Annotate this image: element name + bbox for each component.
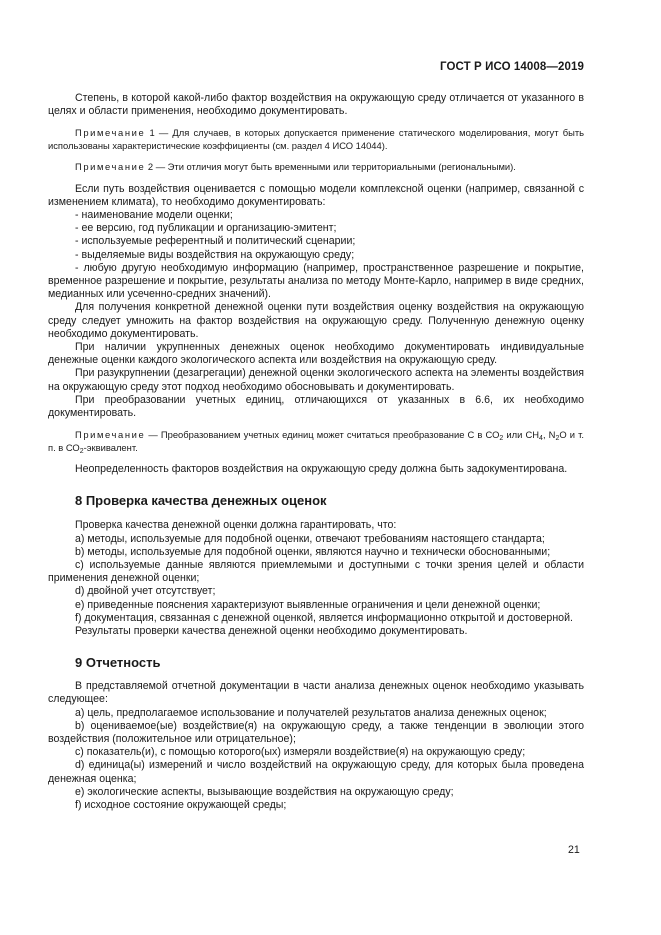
note-text: -эквивалент. xyxy=(83,441,138,453)
note-text: , N xyxy=(542,429,556,441)
note xyxy=(48,127,584,152)
list-item: b) методы, используемые для подобной оценки, являются научно и технически обоснованными; xyxy=(75,545,551,558)
list-item: f) документация, связанная с денежной оценкой, является информационно открытой и достоверной. xyxy=(75,611,573,624)
paragraph: Если путь воздействия оценивается с помощью модели комплексной оценки (например, связанной с изменением климата), то необходимо документировать: xyxy=(48,182,584,208)
note xyxy=(48,429,584,454)
list-item: f) исходное состояние окружающей среды; xyxy=(75,798,287,811)
note-text: или СН xyxy=(503,429,540,441)
section-heading: 9 Отчетность xyxy=(75,655,161,671)
list-item: c) показатель(и), с помощью которого(ых) измеряли воздействие(я) на окружающую среду; xyxy=(75,746,526,759)
note xyxy=(48,161,584,173)
paragraph: При преобразовании учетных единиц, отличающихся от указанных в 6.6, их необходимо документировать. xyxy=(48,393,584,420)
subscript: 4 xyxy=(539,435,543,443)
note-text: 2 — Эти отличия могут быть временными или территориальными (региональными). xyxy=(145,161,516,173)
standard-header: ГОСТ Р ИСО 14008—2019 xyxy=(439,61,584,73)
note-text: — Преобразованием учетных единиц может считаться преобразование С в СО xyxy=(145,429,500,441)
list-item: c) используемые данные являются приемлемыми и доступными с точки зрения целей и области применения денежной оценки; xyxy=(48,558,584,585)
note-label: Примечание xyxy=(75,127,146,139)
section-heading: 8 Проверка качества денежных оценок xyxy=(75,493,327,509)
subscript: 2 xyxy=(79,447,84,455)
list-item: a) цель, предполагаемое использование и получателей результатов анализа денежных оценок; xyxy=(75,706,547,719)
list-item: - ее версию, год публикации и организацию-эмитент; xyxy=(75,222,337,235)
paragraph: При наличии укрупненных денежных оценок необходимо документировать индивидуальные денежные оценки каждого экологического аспекта или воздействия на окружающую среду. xyxy=(48,341,584,367)
page-body xyxy=(48,92,584,812)
note-text: 1 — Для случаев, в которых допускается применение статического моделирования, могут быть использованы характеристические коэффициенты (см. раздел 4 ИСО 14044). xyxy=(48,127,584,151)
subscript: 2 xyxy=(555,435,560,443)
list-item: d) единица(ы) измерений и число воздействий на окружающую среду, для которых была проведена денежная оценка; xyxy=(48,759,584,785)
list-item: - наименование модели оценки; xyxy=(75,209,233,222)
list-item: e) экологические аспекты, вызывающие воздействия на окружающую среду; xyxy=(75,785,454,798)
paragraph: При разукрупнении (дезагрегации) денежной оценки экологического аспекта на элементы воздействия на окружающую среду этот подход необходимо обосновывать и документировать. xyxy=(48,367,584,393)
list-item: a) методы, используемые для подобной оценки, отвечают требованиям настоящего стандарта; xyxy=(75,532,545,545)
list-item: - выделяемые виды воздействия на окружающую среду; xyxy=(75,248,355,261)
list-item: d) двойной учет отсутствует; xyxy=(75,585,216,598)
page-number: 21 xyxy=(568,844,580,856)
paragraph: В представляемой отчетной документации в части анализа денежных оценок необходимо указывать следующее: xyxy=(48,680,584,706)
note-label: Примечание xyxy=(75,429,146,441)
note-label: Примечание xyxy=(75,161,146,173)
paragraph: Проверка качества денежной оценки должна гарантировать, что: xyxy=(75,519,397,532)
list-item: - используемые референтный и политический сценарии; xyxy=(75,235,356,248)
paragraph: Степень, в которой какой-либо фактор воздействия на окружающую среду отличается от указанного в целях и области применения, необходимо документировать. xyxy=(48,92,584,118)
paragraph: Для получения конкретной денежной оценки пути воздействия оценку воздействия на окружающую среду следует умножить на фактор воздействия на окружающую среду. Полученную денежную оценку необходимо документировать. xyxy=(48,301,584,340)
subscript: 2 xyxy=(499,435,504,443)
list-item: - любую другую необходимую информацию (например, пространственное разрешение и покрытие, временное разрешение и покрытие, результаты анализа по методу Монте-Карло, например в виде средних, медианных или усеченно-средних значений). xyxy=(48,261,584,301)
paragraph: Неопределенность факторов воздействия на окружающую среду должна быть задокументирована. xyxy=(75,463,568,476)
list-item: b) оцениваемое(ые) воздействие(я) на окружающую среду, а также тенденции в эволюции этого воздействия (положительное или отрицательное); xyxy=(48,719,584,745)
note-text: O и т. п. в СО xyxy=(48,429,584,453)
paragraph: Результаты проверки качества денежной оценки необходимо документировать. xyxy=(75,624,468,637)
list-item: e) приведенные пояснения характеризуют выявленные ограничения и цели денежной оценки; xyxy=(75,598,541,611)
